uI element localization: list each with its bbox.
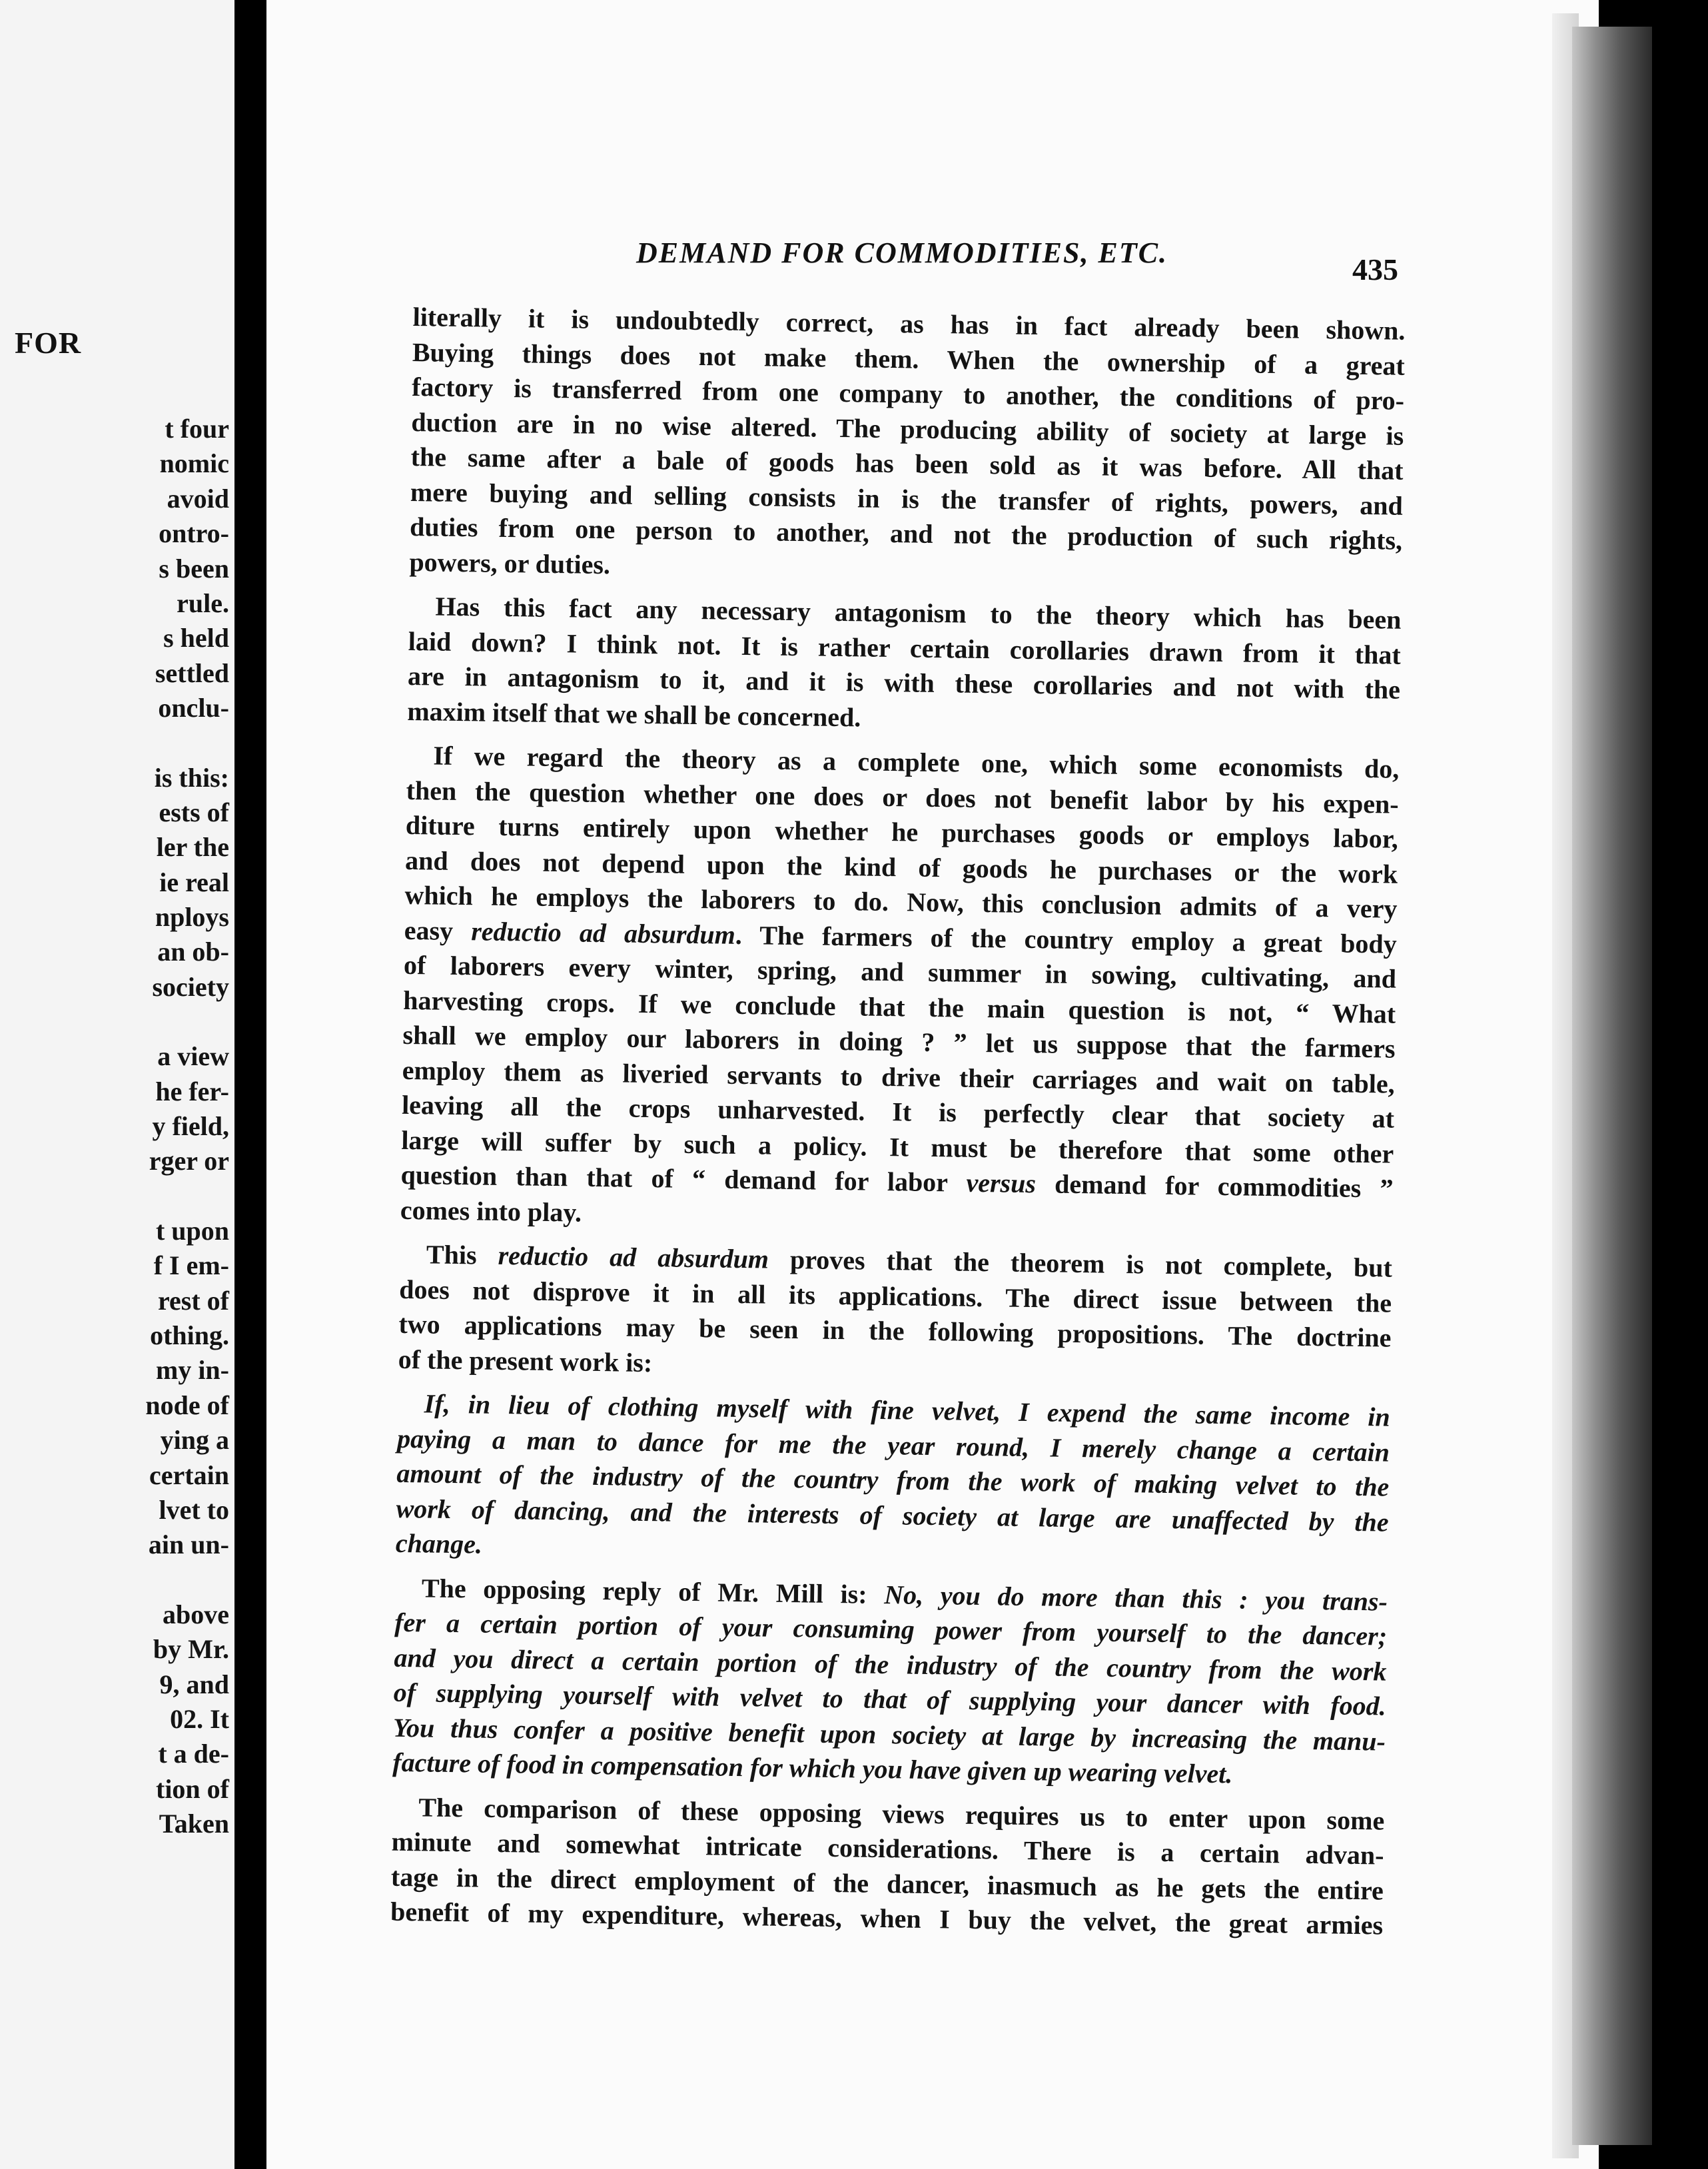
text-line: of the present work is: [398, 1344, 653, 1378]
text-line: does not disprove it in all its applications. The direct issue between the [398, 1274, 1392, 1318]
left-page-line: node of [145, 1390, 229, 1420]
text-line: maxim itself that we shall be concerned. [407, 695, 861, 732]
left-page-line: a view [157, 1041, 229, 1072]
text-line: benefit of my expenditure, whereas, when I buy the velvet, the great armies [390, 1896, 1384, 1941]
text-line: Buying things does not make them. When the ownership of a great [412, 336, 1406, 381]
left-page-line: nomic [159, 448, 229, 479]
left-page-line: lvet to [159, 1494, 229, 1525]
left-page-line: tion of [156, 1773, 229, 1804]
italic-phrase: reductio ad absurdum [498, 1240, 769, 1274]
text-line: of laborers every winter, spring, and summer in sowing, cultivating, and [403, 949, 1397, 994]
left-page-line: t four [165, 414, 229, 444]
text-line: The opposing reply of Mr. Mill is: No, you do more than this : you trans- [421, 1572, 1388, 1617]
reply-line: of supplying yourself with velvet to that of supplying your dancer with food. [393, 1677, 1386, 1721]
text-line: powers, or duties. [409, 546, 611, 580]
text-line: leaving all the crops unharvested. It is perfectly clear that society at [401, 1089, 1395, 1134]
left-page-line: above [163, 1599, 229, 1629]
text-line: This reductio ad absurdum proves that the theorem is not complete, but [426, 1239, 1393, 1283]
text-line: literally it is undoubtedly correct, as has in fact already been shown. [412, 301, 1406, 346]
left-page-line: Taken [159, 1809, 229, 1839]
text-line: harvesting crops. If we conclude that the main question is not, “ What [403, 985, 1396, 1029]
left-page-line: by Mr. [153, 1634, 229, 1665]
left-page-line: 9, and [159, 1669, 229, 1699]
text-line: mere buying and selling consists in is the transfer of rights, powers, and [410, 476, 1404, 521]
text-line: question than that of “ demand for labor versus demand for commodities ” [400, 1159, 1394, 1204]
left-page-line: avoid [167, 483, 229, 514]
left-page-line: ler the [156, 832, 229, 863]
left-page-line: ests of [159, 797, 229, 827]
left-page-line: ying a [160, 1425, 229, 1456]
doctrine-line: work of dancing, and the interests of society at large are unaffected by the [396, 1493, 1389, 1537]
left-page-line: s held [163, 623, 229, 653]
text-line: minute and somewhat intricate considerations. There is a certain advan- [391, 1826, 1384, 1871]
reply-line: facture of food in compensation for which you have given up wearing velvet. [392, 1747, 1233, 1789]
left-page-line: t upon [155, 1215, 229, 1246]
left-page-line: rest of [158, 1285, 229, 1316]
text-line: duction are in no wise altered. The producing ability of society at large is [411, 406, 1404, 451]
left-page-heading: FOR [15, 326, 82, 360]
text-line: tage in the direct employment of the dancer, inasmuch as he gets the entire [390, 1861, 1384, 1906]
italic-phrase: reductio ad absurdum [470, 915, 736, 950]
text-line: Has this fact any necessary antagonism to the theory which has been [435, 591, 1402, 635]
text-line: large will suffer by such a policy. It must be therefore that some other [401, 1124, 1394, 1169]
text-line: comes into play. [400, 1194, 582, 1228]
left-page-line: ie real [159, 867, 229, 897]
left-page-line: society [152, 971, 229, 1002]
text-line: easy reductio ad absurdum. The farmers of the country employ a great body [404, 915, 1397, 959]
body-text [390, 300, 1406, 1943]
left-page-text [0, 412, 229, 1841]
left-page-line: my in- [156, 1355, 229, 1386]
page-gutter [234, 0, 266, 2169]
text-line: the same after a bale of goods has been sold as it was before. All that [410, 441, 1404, 486]
italic-phrase: No, you do more than this : you trans- [883, 1579, 1388, 1617]
doctrine-line: change. [395, 1527, 483, 1559]
left-page-line: he fer- [155, 1076, 229, 1106]
text-line: laid down? I think not. It is rather certain corollaries drawn from it that [408, 626, 1402, 670]
left-page-line: othing. [150, 1320, 229, 1350]
left-page-gap [0, 1563, 229, 1597]
left-page-line: rger or [149, 1146, 229, 1176]
left-page-line: rule. [177, 588, 229, 618]
doctrine-line: If, in lieu of clothing myself with fine velvet, I expend the same income in [424, 1388, 1391, 1432]
left-page-line: f I em- [153, 1250, 229, 1281]
left-page-line: 02. It [170, 1703, 229, 1734]
left-page-line: nploys [155, 902, 229, 933]
italic-word: versus [966, 1167, 1037, 1199]
page-edge-shadow [1572, 27, 1652, 2145]
left-page-gap [0, 1005, 229, 1039]
reply-line: You thus confer a positive benefit upon society at large by increasing the manu- [392, 1712, 1386, 1757]
left-page-line: onclu- [158, 693, 229, 723]
page-number: 435 [1352, 252, 1398, 286]
left-page-gap [0, 726, 229, 761]
text-line: factory is transferred from one company to another, the conditions of pro- [411, 371, 1405, 416]
text-line: diture turns entirely upon whether he purchases goods or employs labor, [405, 809, 1399, 854]
text-line: and does not depend upon the kind of goods he purchases or the work [404, 845, 1398, 889]
text-line: The comparison of these opposing views requires us to enter upon some [418, 1791, 1385, 1836]
left-page-line: certain [149, 1460, 229, 1490]
left-page-line: t a de- [158, 1739, 229, 1769]
left-page-line: y field, [152, 1111, 229, 1142]
left-page-line: is this: [154, 762, 229, 793]
left-page-line: s been [159, 553, 229, 584]
reply-line: and you direct a certain portion of the industry of the country from the work [394, 1642, 1387, 1687]
text-line: which he employs the laborers to do. Now, this conclusion admits of a very [404, 879, 1398, 924]
left-page-gap [0, 1179, 229, 1214]
text-line: If we regard the theory as a complete one, which some economists do, [433, 740, 1400, 784]
text-line: are in antagonism to it, and it is with these corollaries and not with the [407, 660, 1401, 705]
left-page-line: ontro- [159, 518, 229, 549]
text-line: two applications may be seen in the following propositions. The doctrine [398, 1308, 1392, 1353]
left-page-line: ain un- [148, 1529, 229, 1560]
text-line: employ them as liveried servants to drive their carriages and wait on table, [402, 1055, 1396, 1099]
doctrine-line: amount of the industry of the country from the work of making velvet to the [396, 1458, 1390, 1502]
text-line: duties from one person to another, and not the production of such rights, [409, 511, 1403, 556]
left-page-line: settled [155, 657, 229, 688]
left-page-line: an ob- [157, 937, 229, 967]
text-line: then the question whether one does or does not benefit labor by his expen- [406, 775, 1399, 819]
doctrine-line: paying a man to dance for me the year round, I merely change a certain [396, 1423, 1390, 1468]
text-line: shall we employ our laborers in doing ? ” let us suppose that the farmers [402, 1019, 1396, 1064]
reply-line: fer a certain portion of your consuming power from yourself to the dancer; [394, 1607, 1388, 1651]
running-head: DEMAND FOR COMMODITIES, ETC. [636, 236, 1168, 269]
left-facing-page [0, 0, 234, 2169]
